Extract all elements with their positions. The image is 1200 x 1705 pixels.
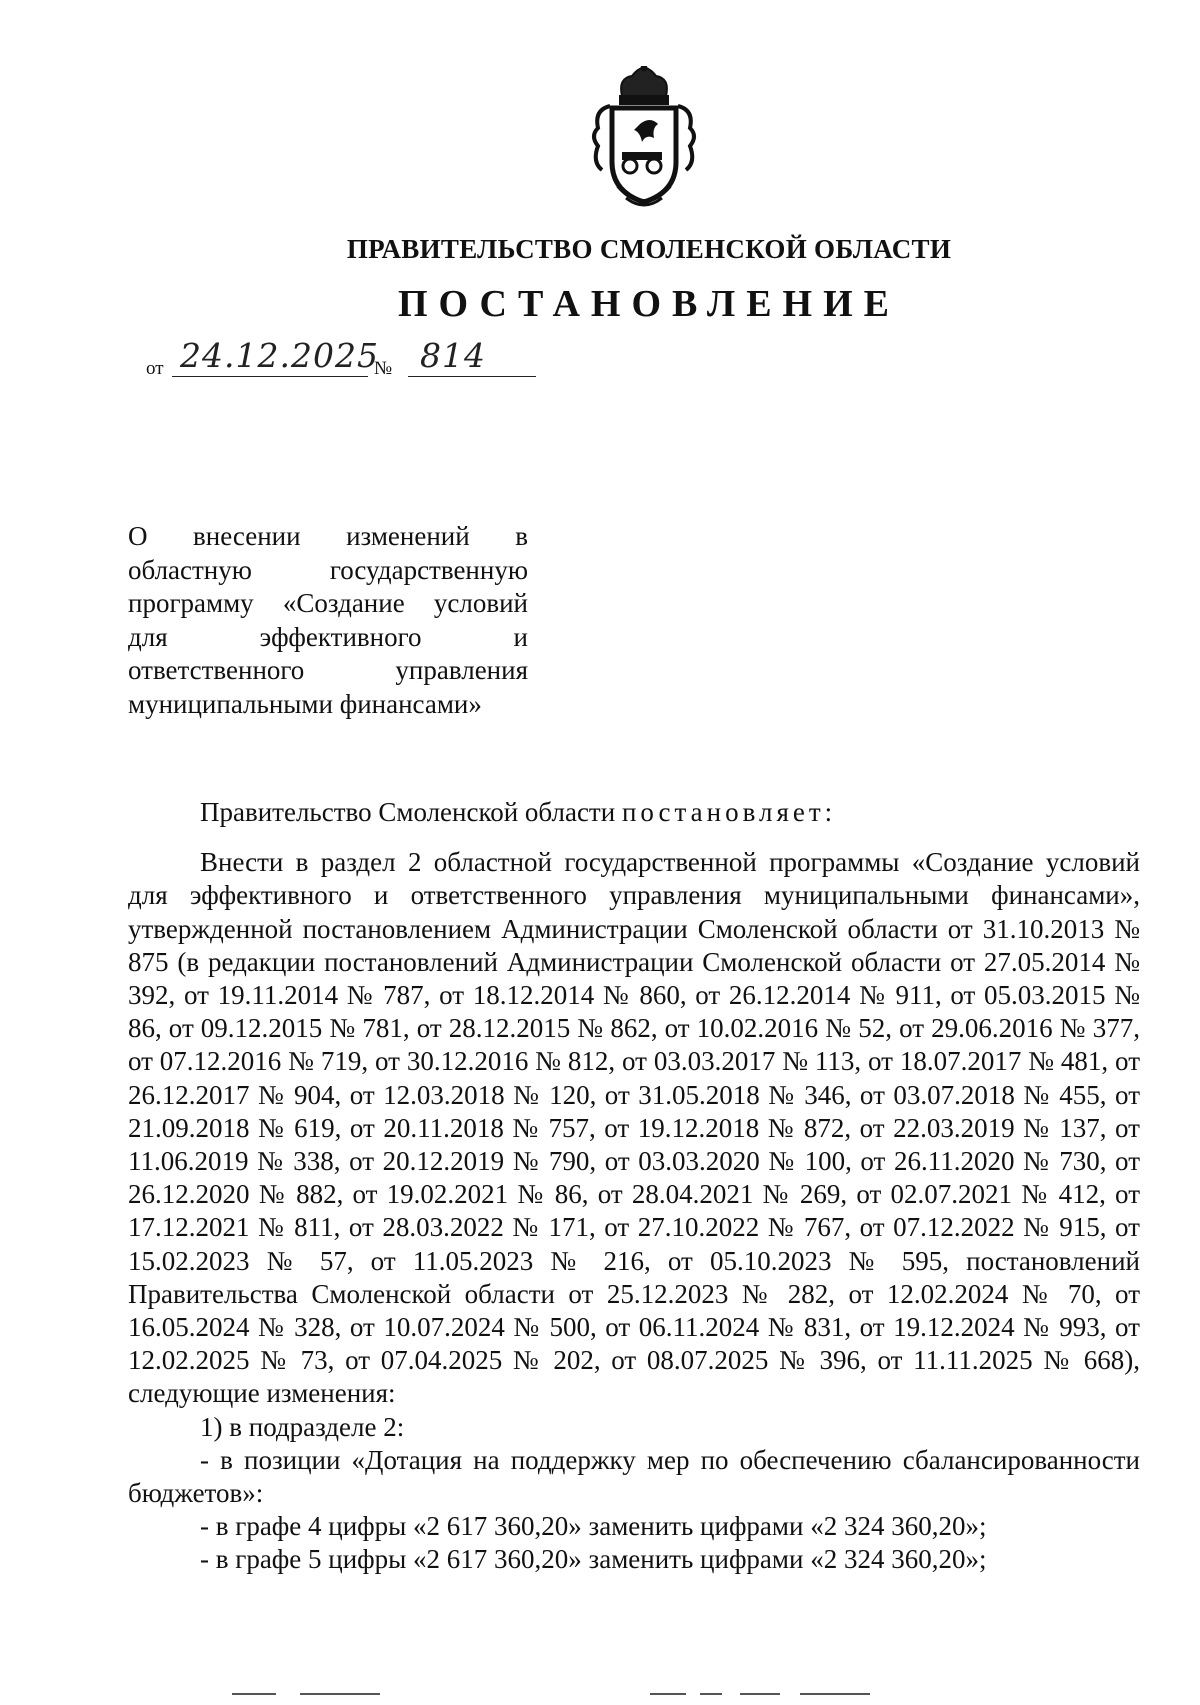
- subject-line: программу «Создание условий: [128, 588, 528, 618]
- list-item: - в графе 5 цифры «2 617 360,20» заменить цифрами «2 324 360,20»;: [200, 1544, 987, 1575]
- subject-line: ответственного управления: [128, 655, 528, 685]
- date-underline: [172, 376, 368, 377]
- number-underline: [408, 376, 536, 377]
- main-paragraph: Внести в раздел 2 областной государственной программы «Создание условий для эффективного и ответственного управления муниципальными финансами», утвержденной постановлением Администрации Смоленской области от 31.10.2013 № 875 (в редакции постановлений Администрации Смоленской области от 27.05.2014 № 392, от 19.11.2014 № 787, от 18.12.2014 № 860, от 26.12.2014 № 911, от 05.03.2015 № 86, от 09.12.2015 № 781, от 28.12.2015 № 862, от 10.02.2016 № 52, от 29.06.2016 № 377, от 07.12.2016 № 719, от 30.12.2016 № 812, от 03.03.2017 № 113, от 18.07.2017 № 481, от 26.12.2017 № 904, от 12.03.2018 № 120, от 31.05.2018 № 346, от 03.07.2018 № 455, от 21.09.2018 № 619, от 20.11.2018 № 757, от 19.12.2018 № 872, от 22.03.2019 № 137, от 11.06.2019 № 338, от 20.12.2019 № 790, от 03.03.2020 № 100, от 26.11.2020 № 730, от 26.12.2020 № 882, от 19.02.2021 № 86, от 28.04.2021 № 269, от 02.07.2021 № 412, от 17.12.2021 № 811, от 28.03.2022 № 171, от 27.10.2022 № 767, от 07.12.2022 № 915, от 15.02.2023 № 57, от 11.05.2023 № 216, от 05.10.2023 № 595, постановлений Правительства Смоленской области от 25.12.2023 № 282, от 12.02.2024 № 70, от 16.05.2024 № 328, от 10.07.2024 № 500, от 06.11.2024 № 831, от 19.12.2024 № 993, от 12.02.2025 № 73, от 07.04.2025 № 202, от 08.07.2025 № 396, от 11.11.2025 № 668), следующие изменения:: [128, 847, 1140, 1409]
- number-prefix-label: №: [374, 358, 393, 379]
- list-item: - в графе 4 цифры «2 617 360,20» заменить цифрами «2 324 360,20»;: [200, 1511, 987, 1542]
- coat-of-arms-emblem: [588, 66, 700, 218]
- subject-line: для эффективного и: [128, 621, 528, 652]
- subject-line: О внесении изменений в: [128, 521, 528, 551]
- handwritten-date: 24.12.2025: [180, 336, 379, 375]
- list-item: - в позиции «Дотация на поддержку мер по обеспечению сбалансированности бюджетов»:: [128, 1444, 1140, 1509]
- intro-text: Правительство Смоленской области: [200, 797, 622, 827]
- date-number-line: [146, 336, 566, 380]
- handwritten-number: 814: [420, 336, 486, 375]
- list-item: 1) в подразделе 2:: [200, 1411, 405, 1442]
- organization-name: ПРАВИТЕЛЬСТВО СМОЛЕНСКОЙ ОБЛАСТИ: [346, 234, 952, 264]
- resolution-intro: [128, 796, 1140, 829]
- document-type-title: ПОСТАНОВЛЕНИЕ: [397, 283, 901, 325]
- date-prefix-label: от: [146, 358, 164, 379]
- document-body: [128, 796, 1140, 1577]
- subject-line: муниципальными финансами»: [128, 688, 482, 719]
- intro-decree-word: постановляет:: [621, 797, 837, 827]
- subject-line: областную государственную: [128, 554, 528, 585]
- document-subject: [128, 520, 528, 721]
- scan-artifact-marks: [0, 1690, 1200, 1698]
